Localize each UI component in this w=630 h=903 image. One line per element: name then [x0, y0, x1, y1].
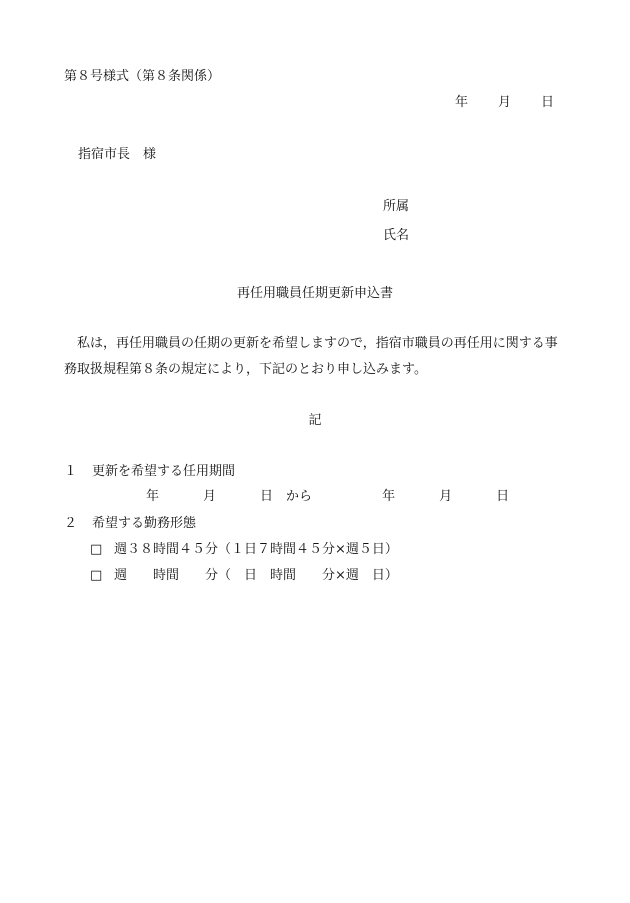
date-year: 年 [455, 95, 469, 110]
end-month: 月 [439, 489, 453, 504]
item-1 [64, 465, 235, 478]
document-title: 再任用職員任期更新申込書 [236, 286, 393, 301]
item-1-label: 更新を希望する任用期間 [92, 464, 236, 479]
date-month: 月 [498, 95, 512, 110]
end-year: 年 [382, 489, 396, 504]
item-2-label: 希望する勤務形態 [92, 516, 197, 531]
checkbox-icon[interactable]: □ [90, 568, 103, 583]
ki-heading: 記 [308, 413, 322, 428]
addressee: 指宿市長 様 [78, 147, 157, 162]
start-day: 日 [260, 489, 274, 504]
work-option-1-text: 週３８時間４５分（１日７時間４５分×週５日） [114, 542, 398, 557]
applicant-department-label: 所属 [383, 199, 410, 214]
start-year: 年 [146, 489, 160, 504]
date-line [455, 96, 554, 109]
applicant-name-label: 氏名 [383, 228, 410, 243]
end-day: 日 [496, 489, 510, 504]
period-row [146, 490, 509, 503]
item-2-number: ２ [64, 516, 78, 531]
work-option-1[interactable] [90, 543, 398, 556]
item-2 [64, 517, 196, 530]
form-number: 第８号様式（第８条関係） [64, 69, 221, 84]
checkbox-icon[interactable]: □ [90, 542, 103, 557]
from-label: から [286, 489, 313, 504]
work-option-2[interactable] [90, 569, 398, 582]
body-paragraph: 私は，再任用職員の任期の更新を希望しますので，指宿市職員の再任用に関する事務取扱規程第８条の規定により，下記のとおり申し込みます。 [64, 336, 558, 377]
date-day: 日 [541, 95, 555, 110]
work-option-2-text: 週 時間 分（ 日 時間 分×週 日） [114, 568, 398, 583]
item-1-number: １ [64, 464, 78, 479]
start-month: 月 [203, 489, 217, 504]
